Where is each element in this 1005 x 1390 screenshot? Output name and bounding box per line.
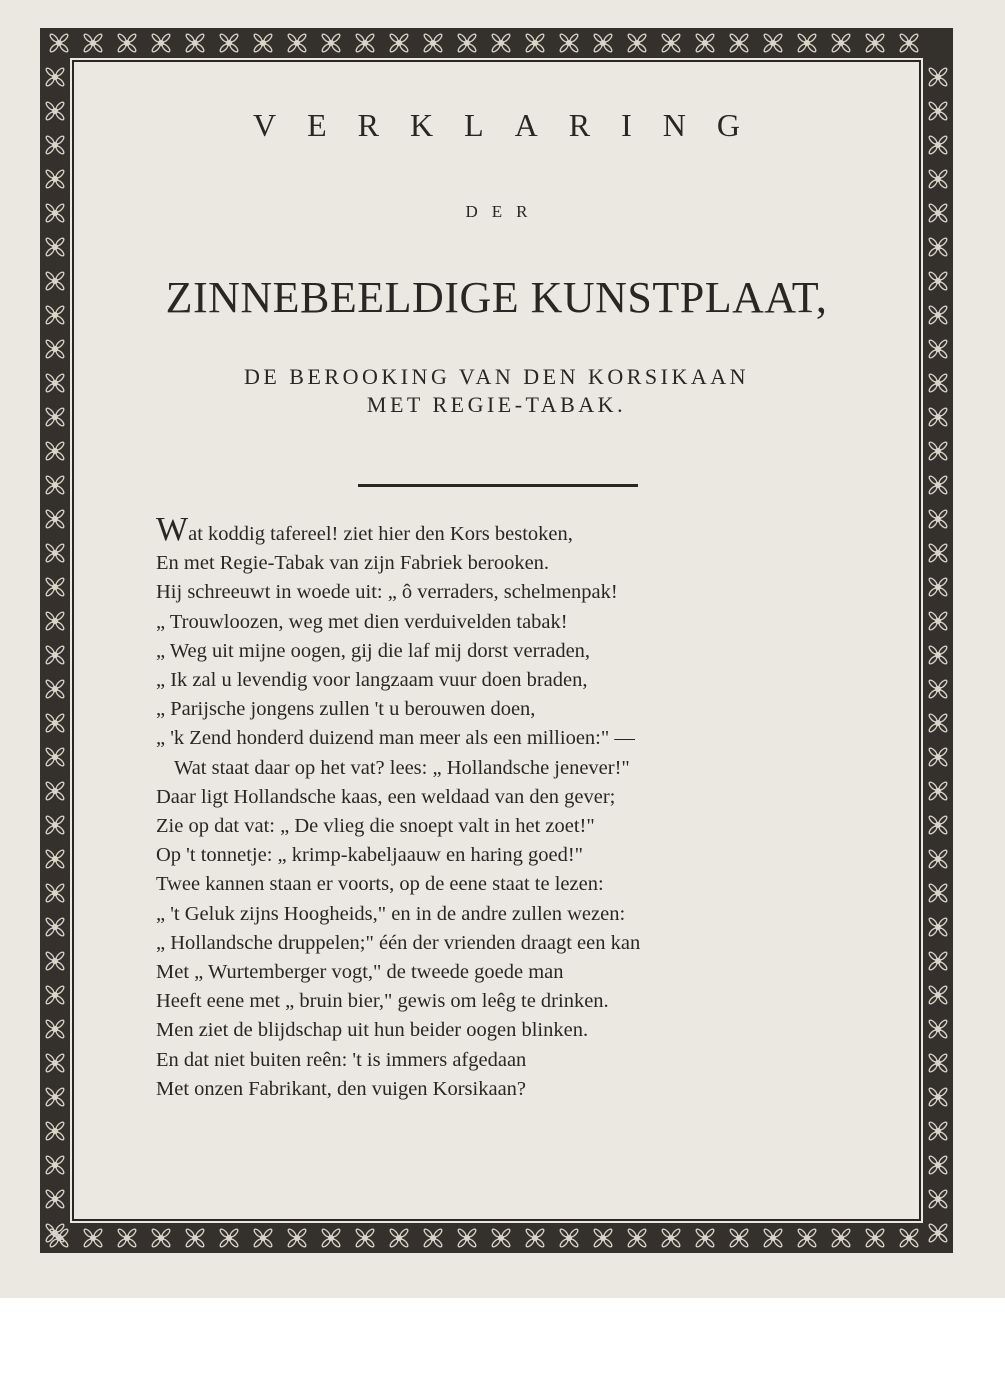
poem-line: Met „ Wurtemberger vogt," de tweede goede man bbox=[156, 961, 564, 984]
poem-line: Op 't tonnetje: „ krimp-kabeljaauw en haring goed!" bbox=[156, 844, 584, 867]
document-content bbox=[74, 62, 919, 1219]
poem-line: Wat staat daar op het vat? lees: „ Hollandsche jenever!" bbox=[174, 756, 630, 779]
poem-line: Men ziet de blijdschap uit hun beider oogen blinken. bbox=[156, 1019, 589, 1042]
poem-line: Hij schreeuwt in woede uit: „ ô verraders, schelmenpak! bbox=[156, 581, 618, 604]
poem-line: „ 't Geluk zijns Hoogheids," en in de andre zullen wezen: bbox=[156, 902, 626, 925]
document-subtitle-line2: MET REGIE-TABAK. bbox=[366, 392, 627, 417]
poem-line: „ Ik zal u levendig voor langzaam vuur doen braden, bbox=[156, 669, 588, 692]
poem-line: En met Regie-Tabak van zijn Fabriek berooken. bbox=[156, 552, 550, 575]
section-divider bbox=[358, 484, 638, 487]
poem-line: „ 'k Zend honderd duizend man meer als een millioen:" — bbox=[156, 727, 635, 750]
poem-line: „ Parijsche jongens zullen 't u berouwen doen, bbox=[156, 698, 536, 721]
document-subject: ZINNEBEELDIGE KUNSTPLAAT, bbox=[165, 273, 828, 322]
poem-line: Daar ligt Hollandsche kaas, een weldaad van den gever; bbox=[156, 785, 616, 808]
poem-line: Twee kannen staan er voorts, op de eene staat te lezen: bbox=[156, 873, 604, 896]
poem-line: En dat niet buiten reên: 't is immers afgedaan bbox=[156, 1048, 527, 1071]
document-der: DER bbox=[465, 202, 542, 221]
poem-line: Met onzen Fabrikant, den vuigen Korsikaan? bbox=[156, 1077, 527, 1100]
poem-line: Zie op dat vat: „ De vlieg die snoept valt in het zoet!" bbox=[156, 815, 595, 838]
poem-line: „ Trouwloozen, weg met dien verduivelden tabak! bbox=[156, 610, 568, 633]
document-subtitle-line1: DE BEROOKING VAN DEN KORSIKAAN bbox=[243, 364, 750, 389]
document-title: VERKLARING bbox=[253, 107, 771, 143]
poem-line: „ Hollandsche druppelen;" één der vrienden draagt een kan bbox=[156, 931, 641, 954]
poem bbox=[156, 511, 896, 1104]
drop-cap: W bbox=[156, 511, 189, 548]
poem-line: „ Weg uit mijne oogen, gij die laf mij dorst verraden, bbox=[156, 639, 591, 662]
poem-line: Wat koddig tafereel! ziet hier den Kors bestoken, bbox=[156, 511, 573, 548]
poem-line: Heeft eene met „ bruin bier," gewis om leêg te drinken. bbox=[156, 990, 609, 1013]
